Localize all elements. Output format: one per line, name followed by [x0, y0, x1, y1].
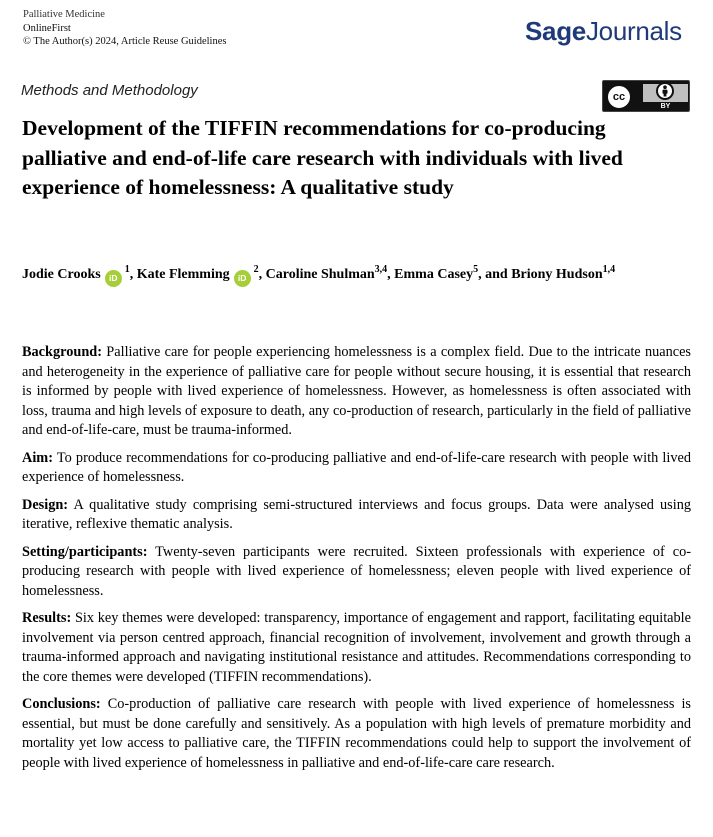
orcid-icon[interactable]: iD: [234, 270, 251, 287]
abstract-section-label: Results:: [22, 610, 72, 626]
abstract-section-label: Setting/participants:: [22, 543, 148, 560]
author-name[interactable]: Caroline Shulman: [265, 267, 375, 282]
affiliation-marker[interactable]: 3,4: [374, 264, 388, 275]
abstract-section: [22, 449, 691, 488]
cc-by-license-icon[interactable]: [602, 80, 690, 112]
abstract-section-text: To produce recommendations for co-producing palliative and end-of-life-care research with people with lived experience of homelessness.: [22, 449, 691, 485]
abstract-section-label: Background:: [22, 344, 102, 360]
by-label: BY: [643, 102, 688, 111]
attribution-person-icon: [656, 82, 674, 100]
abstract-section: [22, 543, 691, 602]
publication-status: OnlineFirst: [23, 22, 71, 34]
abstract-section: [22, 496, 691, 535]
abstract-section: [22, 343, 691, 441]
cc-icon: cc: [606, 84, 632, 110]
author-separator: ,: [387, 267, 395, 282]
author-name[interactable]: Kate Flemming: [136, 267, 230, 282]
article-title: Development of the TIFFIN recommendations for co-producing palliative and end-of-life care research with individuals with lived experience of homelessness: A qualitative study: [22, 116, 623, 199]
author-list: [22, 263, 692, 287]
abstract-section: [22, 609, 691, 687]
affiliation-marker[interactable]: 2: [253, 264, 259, 275]
article-section: Methods and Methodology: [21, 82, 198, 99]
abstract-section-text: Twenty-seven participants were recruited. Sixteen professionals with experience of co-producing research with people with lived experience of homelessness; eleven people with lived experience of homelessness.: [22, 543, 691, 599]
affiliation-marker[interactable]: 1: [124, 264, 130, 275]
author-name[interactable]: Briony Hudson: [511, 267, 603, 282]
journal-name[interactable]: Palliative Medicine: [23, 9, 105, 20]
abstract-section-label: Conclusions:: [22, 696, 101, 712]
author-separator: ,: [129, 267, 137, 282]
abstract-section-label: Design:: [22, 496, 69, 513]
abstract-section-text: A qualitative study comprising semi-structured interviews and focus groups. Data were analysed using iterative, reflexive thematic analysis.: [22, 496, 691, 532]
logo-brand: Sage: [525, 16, 586, 46]
author-name[interactable]: Jodie Crooks: [22, 267, 101, 282]
abstract-section-text: Co-production of palliative care research with people with lived experience of homelessness is essential, but must be done carefully and sensitively. As a population with high levels of premature morbidity and mortality yet low access to palliative care, the TIFFIN recommendations could help to support the involvement of people with lived experience of homelessness in palliative and end-of-life-care care research.: [22, 696, 691, 771]
copyright-line[interactable]: © The Author(s) 2024, Article Reuse Guidelines: [23, 36, 227, 47]
affiliation-marker[interactable]: 1,4: [602, 264, 616, 275]
abstract-section-text: Six key themes were developed: transparency, importance of engagement and rapport, facilitating equitable involvement via person centred approach, financial recognition of involvement, involvement and growth through a trauma-informed approach and navigating institutional resistance and attitudes. Recommendations corresponding to the core themes were developed (TIFFIN recommendations).: [22, 610, 691, 685]
abstract-section: [22, 695, 691, 773]
abstract-section-text: Palliative care for people experiencing homelessness is a complex field. Due to the intricate nuances and heterogeneity in the experience of palliative care for people without secure housing, it is essential that research is informed by people with lived experience of homelessness. However, as homelessness is often associated with loss, trauma and high levels of exposure to death, any co-production of research, particularly in the field of palliative and end-of-life-care, must be trauma-informed.: [22, 344, 691, 438]
logo-sub: Journals: [585, 16, 682, 46]
abstract: [22, 343, 691, 781]
abstract-section-label: Aim:: [22, 449, 53, 466]
author-separator: ,: [258, 267, 266, 282]
affiliation-marker[interactable]: 5: [473, 264, 479, 275]
orcid-icon[interactable]: iD: [105, 270, 122, 287]
author-separator: , and: [478, 267, 512, 282]
author-name[interactable]: Emma Casey: [394, 267, 474, 282]
sage-journals-logo[interactable]: [525, 16, 682, 47]
article-meta: [23, 8, 226, 49]
